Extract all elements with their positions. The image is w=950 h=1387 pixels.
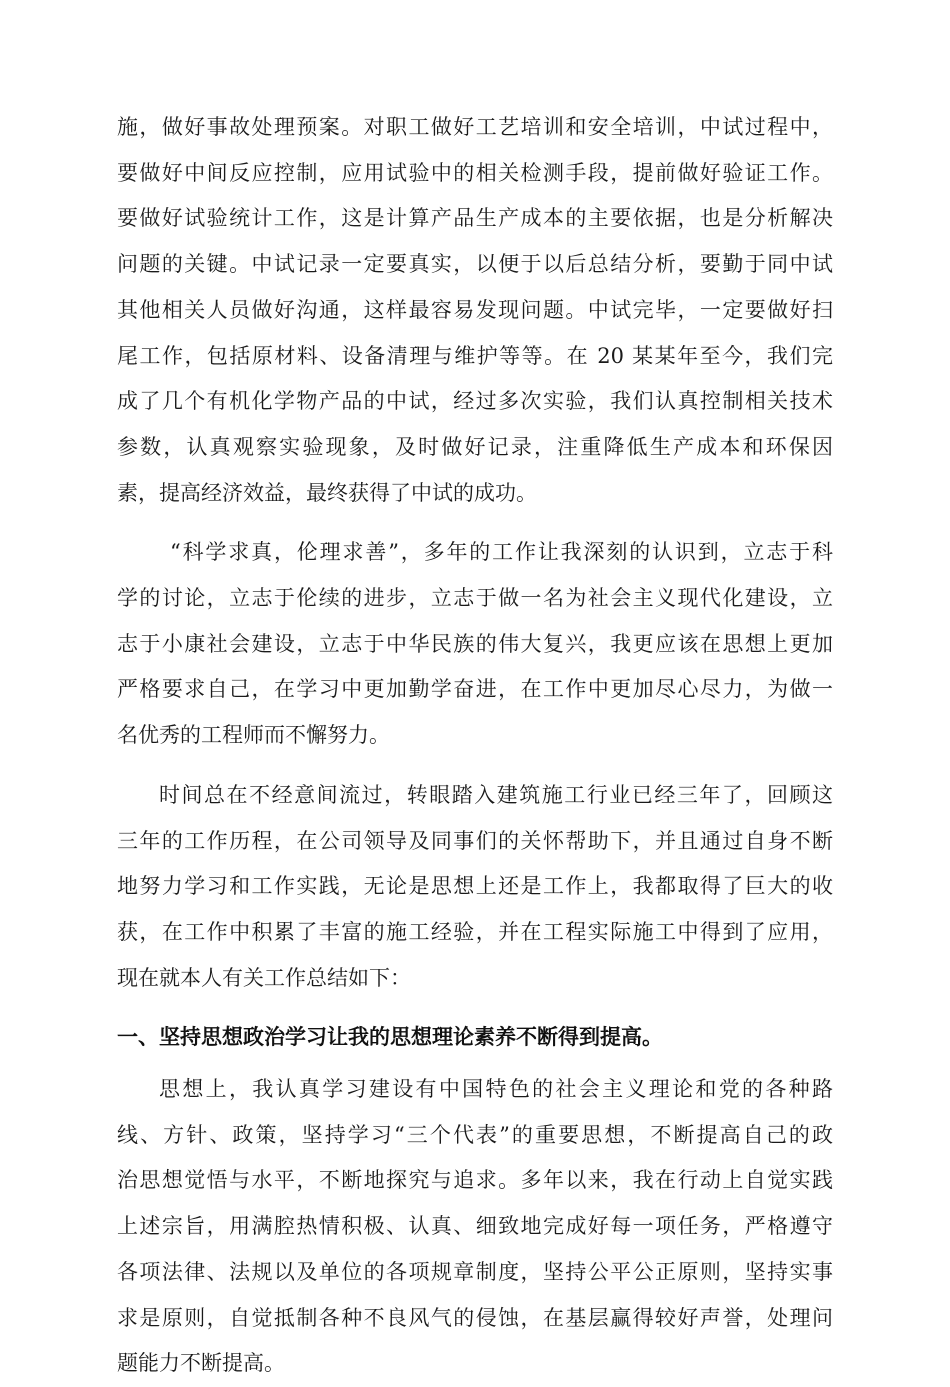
text-line: 线、方针、政策，坚持学习“三个代表”的重要思想，不断提高自己的政 [117, 1122, 833, 1147]
text-line: 成了几个有机化学物产品的中试，经过多次实验，我们认真控制相关技术 [117, 389, 833, 414]
text-line: 治思想觉悟与水平，不断地探究与追求。多年以来，我在行动上自觉实践 [117, 1168, 833, 1193]
text-line: 严格要求自己，在学习中更加勤学奋进，在工作中更加尽心尽力，为做一 [117, 677, 833, 702]
text-line: 名优秀的工程师而不懈努力。 [117, 723, 390, 748]
section-heading: 一、坚持思想政治学习让我的思想理论素养不断得到提高。 [117, 1025, 663, 1050]
paragraph-science-ethics [117, 530, 833, 759]
document-body [117, 105, 833, 1387]
text-line: 现在就本人有关工作总结如下： [117, 965, 411, 990]
text-line: 要做好试验统计工作，这是计算产品生产成本的主要依据，也是分析解决 [117, 206, 833, 231]
text-line: 思想上，我认真学习建设有中国特色的社会主义理论和党的各种路 [159, 1077, 833, 1102]
paragraph-three-years-review [117, 773, 833, 1002]
text-line: 素，提高经济效益，最终获得了中试的成功。 [117, 480, 537, 505]
text-line: 施，做好事故处理预案。对职工做好工艺培训和安全培训，中试过程中， [117, 115, 833, 139]
text-line: 求是原则，自觉抵制各种不良风气的侵蚀，在基层赢得较好声誉，处理问 [117, 1305, 833, 1330]
text-line: 其他相关人员做好沟通，这样最容易发现问题。中试完毕，一定要做好扫 [117, 297, 833, 322]
text-line: 问题的关键。中试记录一定要真实，以便于以后总结分析，要勤于同中试 [117, 252, 833, 277]
text-line: 各项法律、法规以及单位的各项规章制度，坚持公平公正原则，坚持实事 [117, 1259, 833, 1284]
text-line: 三年的工作历程，在公司领导及同事们的关怀帮助下，并且通过自身不断 [117, 828, 833, 853]
text-line: 时间总在不经意间流过，转眼踏入建筑施工行业已经三年了，回顾这 [159, 782, 833, 807]
text-line: 学的讨论，立志于伦续的进步，立志于做一名为社会主义现代化建设，立 [117, 586, 833, 611]
text-line: 地努力学习和工作实践，无论是思想上还是工作上，我都取得了巨大的收 [117, 874, 833, 899]
text-line: 上述宗旨，用满腔热情积极、认真、细致地完成好每一项任务，严格遵守 [117, 1214, 833, 1239]
paragraph-political-study [117, 1067, 833, 1387]
text-line: 尾工作，包括原材料、设备清理与维护等等。在 20 某某年至今，我们完 [117, 343, 833, 368]
text-line: 要做好中间反应控制，应用试验中的相关检测手段，提前做好验证工作。 [117, 160, 833, 185]
text-line: 志于小康社会建设，立志于中华民族的伟大复兴，我更应该在思想上更加 [117, 631, 833, 656]
text-line: 参数，认真观察实验现象，及时做好记录，注重降低生产成本和环保因 [117, 434, 833, 459]
paragraph-trial-production [117, 105, 833, 516]
text-line: 题能力不断提高。 [117, 1351, 285, 1376]
text-line: 获，在工作中积累了丰富的施工经验，并在工程实际施工中得到了应用， [117, 919, 833, 944]
text-line: “科学求真，伦理求善”，多年的工作让我深刻的认识到，立志于科 [170, 540, 833, 565]
